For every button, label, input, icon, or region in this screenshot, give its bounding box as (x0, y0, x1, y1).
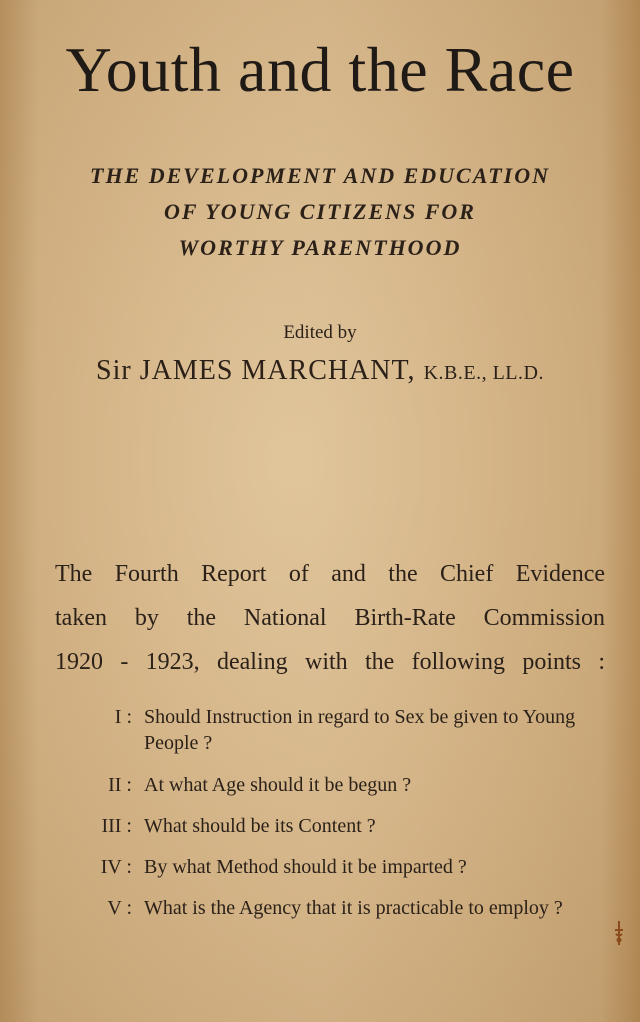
report-description (55, 552, 605, 684)
point-text: At what Age should it be begun ? (144, 774, 412, 796)
subtitle-line-2: OF YOUNG CITIZENS FOR (164, 199, 476, 224)
point-item (70, 895, 610, 921)
points-list (70, 700, 610, 921)
report-line-2: taken by the National Birth-Rate Commission (55, 605, 605, 631)
editor-honours: K.B.E., LL.D. (423, 362, 544, 384)
point-text: By what Method should it be imparted ? (144, 856, 467, 878)
point-text: Should Instruction in regard to Sex be given to Young People ? (144, 706, 576, 754)
point-numeral: IV : (100, 856, 132, 878)
edited-by-label: Edited by (283, 322, 357, 343)
point-text: What should be its Content ? (144, 815, 376, 837)
subtitle-line-1: THE DEVELOPMENT AND EDUCATION (90, 163, 550, 188)
point-item (70, 813, 610, 839)
book-subtitle (40, 158, 600, 266)
point-item (70, 772, 610, 798)
point-numeral: V : (107, 897, 132, 919)
point-item (70, 704, 610, 756)
report-line-1: The Fourth Report of and the Chief Evidence (55, 561, 605, 587)
report-line-3: 1920 - 1923, dealing with the following points : (55, 649, 605, 675)
book-title: Youth and the Race (65, 34, 575, 105)
ink-mark-icon (613, 920, 625, 946)
point-item (70, 854, 610, 880)
editor-name: Sir JAMES MARCHANT, (96, 355, 416, 386)
point-numeral: II : (108, 774, 132, 796)
point-text: What is the Agency that it is practicable to employ ? (144, 897, 563, 919)
editor-credit (0, 352, 640, 392)
point-numeral: III : (101, 815, 132, 837)
subtitle-line-3: WORTHY PARENTHOOD (178, 235, 462, 260)
point-numeral: I : (114, 706, 132, 728)
